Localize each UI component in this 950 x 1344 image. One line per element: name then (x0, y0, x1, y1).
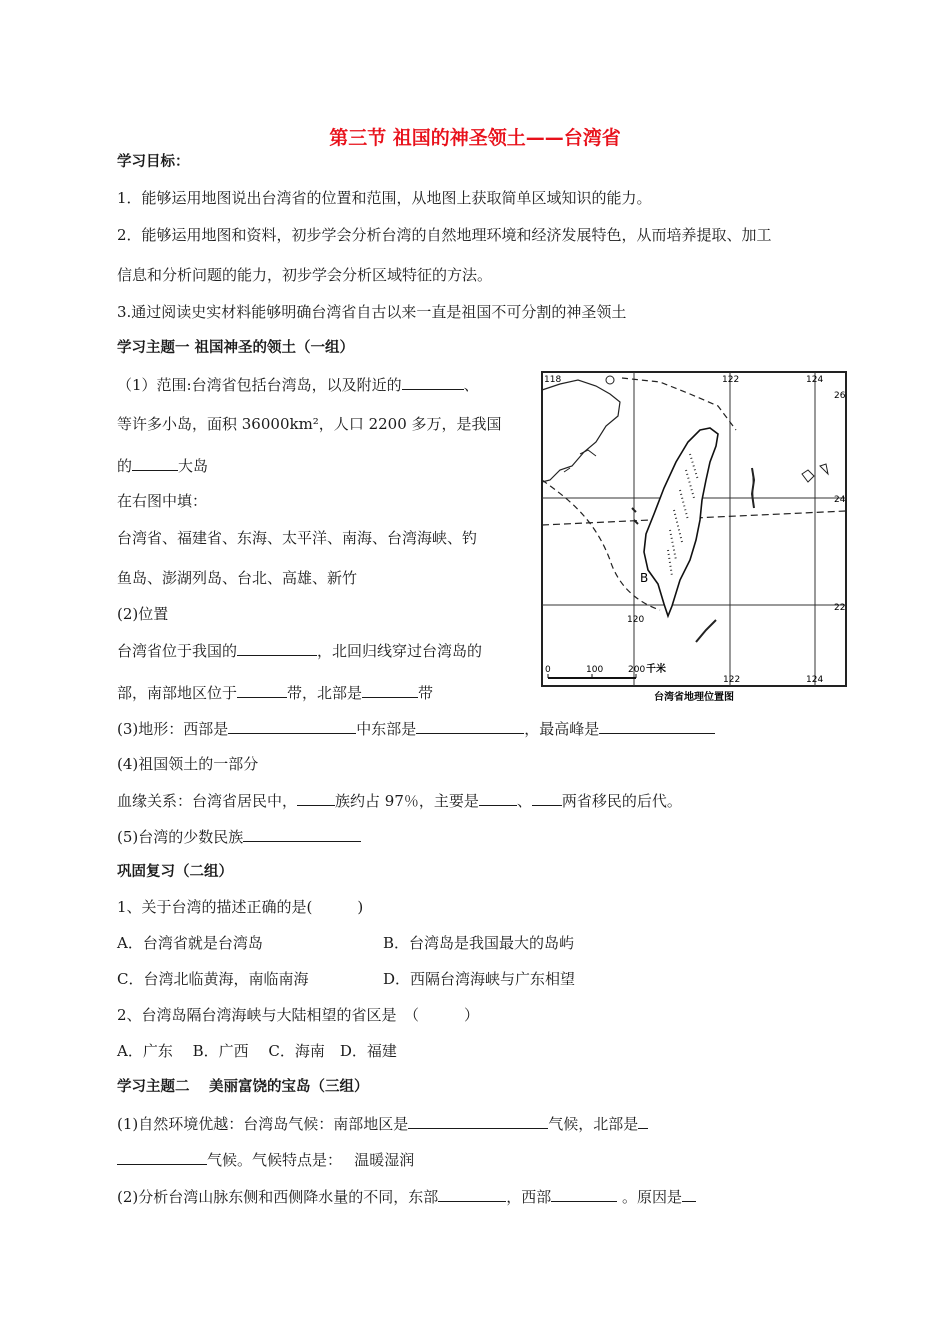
objectives-heading: 学习目标： (117, 154, 190, 170)
minority-line (117, 826, 361, 847)
position-text-1a: 台湾省位于我国的 (117, 642, 238, 660)
blood-text-a: 血缘关系：台湾省居民中， (117, 792, 298, 810)
q2-options[interactable]: A．广东 B．广西 C．海南 D．福建 (117, 1042, 397, 1060)
tick-top-118: 118 (544, 375, 562, 385)
objective-3: 3.通过阅读史实材料能够明确台湾省自古以来一直是祖国不可分割的神圣领土 (117, 303, 627, 321)
tick-right-22: 22 (834, 603, 846, 613)
tick-bottom-122: 122 (723, 675, 741, 685)
q1-option-c[interactable]: C．台湾北临黄海，南临南海 (117, 970, 309, 988)
scope-blank-2[interactable] (132, 455, 178, 471)
position-text-2b: 带，北部是 (287, 684, 363, 702)
page-title: 第三节 祖国的神圣领土——台湾省 (329, 127, 621, 149)
topic2-heading: 学习主题二 美丽富饶的宝岛（三组） (117, 1079, 369, 1095)
position-blank-1[interactable] (237, 640, 317, 656)
rain-text-c: 。原因是 (617, 1188, 683, 1206)
rain-blank-2[interactable] (551, 1186, 617, 1202)
taiwan-location-map (540, 370, 848, 705)
rain-blank-1[interactable] (438, 1186, 506, 1202)
blood-text-b: 族约占 97％，主要是 (335, 792, 479, 810)
q1-option-d[interactable]: D．西隔台湾海峡与广东相望 (383, 970, 576, 988)
territory-line: (4)祖国领土的一部分 (117, 755, 259, 773)
position-text-2c: 带 (418, 684, 434, 702)
blood-line (117, 790, 682, 811)
tick-right-26: 26 (834, 391, 846, 401)
ocean-hatch-mark (752, 468, 754, 508)
terrain-blank-1[interactable] (228, 718, 356, 734)
nature-text-a: (1)自然环境优越：台湾岛气候：南部地区是 (117, 1115, 409, 1133)
minority-blank[interactable] (243, 826, 361, 842)
fill-intro: 在右图中填： (117, 492, 208, 510)
objective-2-continued: 信息和分析问题的能力，初步学会分析区域特征的方法。 (117, 266, 493, 284)
nature-line-2 (117, 1149, 414, 1170)
terrain-text-c: ，最高峰是 (524, 720, 600, 738)
terrain-text-a: (3)地形：西部是 (117, 720, 229, 738)
blood-text-c: 、 (516, 792, 532, 810)
nature-blank-2[interactable] (638, 1113, 648, 1129)
map-label-b: B (640, 571, 649, 585)
scope-separator: 、 (463, 376, 479, 394)
tick-top-122: 122 (722, 375, 740, 385)
minority-text: (5)台湾的少数民族 (117, 828, 244, 846)
question-2: 2、台湾岛隔台湾海峡与大陆相望的省区是 （ ） (117, 1006, 480, 1024)
q1-option-b[interactable]: B．台湾岛是我国最大的岛屿 (383, 934, 575, 952)
scale-label-200: 200 (628, 665, 646, 675)
q1-options-row-2 (117, 969, 575, 989)
blood-blank-3[interactable] (532, 790, 562, 806)
position-text-2a: 部，南部地区位于 (117, 684, 238, 702)
rain-text-a: (2)分析台湾山脉东侧和西侧降水量的不同，东部 (117, 1188, 439, 1206)
fill-list-2: 鱼岛、澎湖列岛、台北、高雄、新竹 (117, 569, 358, 587)
scale-label-0: 0 (545, 665, 551, 675)
terrain-blank-3[interactable] (599, 718, 715, 734)
objective-2: 2．能够运用地图和资料，初步学会分析台湾的自然地理环境和经济发展特色，从而培养提取、加工 (117, 226, 772, 244)
scope-line-2: 等许多小岛，面积 36000km²，人口 2200 多万，是我国 (117, 415, 502, 433)
objective-1: 1．能够运用地图说出台湾省的位置和范围，从地图上获取简单区域知识的能力。 (117, 189, 652, 207)
rain-line (117, 1186, 696, 1207)
nature-blank-1[interactable] (408, 1113, 548, 1129)
q1-option-a[interactable]: A．台湾省就是台湾岛 (117, 934, 263, 952)
scope-text-3b: 大岛 (178, 457, 209, 475)
nature-line-1 (117, 1113, 648, 1134)
rain-text-b: ，西部 (506, 1188, 552, 1206)
nature-text-c: 气候。气候特点是： 温暖湿润 (207, 1151, 415, 1169)
terrain-blank-2[interactable] (416, 718, 524, 734)
position-blank-3[interactable] (362, 682, 418, 698)
position-line-2 (117, 682, 433, 703)
scope-line-3 (117, 455, 208, 476)
position-blank-2[interactable] (237, 682, 287, 698)
nature-text-b: 气候，北部是 (548, 1115, 639, 1133)
tick-right-24: 24 (834, 495, 846, 505)
map-caption: 台湾省地理位置图 (654, 692, 734, 703)
scale-unit: 千米 (646, 664, 666, 675)
rain-blank-3[interactable] (682, 1186, 696, 1202)
scope-text-3a: 的 (117, 457, 133, 475)
review-heading: 巩固复习（二组） (117, 864, 233, 880)
terrain-text-b: 中东部是 (356, 720, 417, 738)
tick-top-124: 124 (806, 375, 824, 385)
position-text-1b: ，北回归线穿过台湾岛的 (317, 642, 483, 660)
nature-blank-3[interactable] (117, 1149, 207, 1165)
tick-bottom-124: 124 (806, 675, 824, 685)
position-line-1 (117, 640, 482, 661)
blood-text-d: 两省移民的后代。 (561, 792, 682, 810)
scope-text-1: （1）范围:台湾省包括台湾岛，以及附近的 (117, 376, 402, 394)
terrain-line (117, 718, 715, 739)
blood-blank-2[interactable] (479, 790, 517, 806)
scope-line-1 (117, 374, 479, 395)
blood-blank-1[interactable] (297, 790, 335, 806)
scope-blank-1[interactable] (402, 374, 464, 390)
tick-bottom-120: 120 (627, 615, 645, 625)
fill-list-1: 台湾省、福建省、东海、太平洋、南海、台湾海峡、钓 (117, 529, 478, 547)
topic1-heading: 学习主题一 祖国神圣的领土（一组） (117, 340, 355, 356)
position-heading: (2)位置 (117, 605, 169, 623)
question-1: 1、关于台湾的描述正确的是( ) (117, 898, 364, 916)
q1-options-row-1 (117, 933, 574, 953)
scale-label-100: 100 (586, 665, 604, 675)
